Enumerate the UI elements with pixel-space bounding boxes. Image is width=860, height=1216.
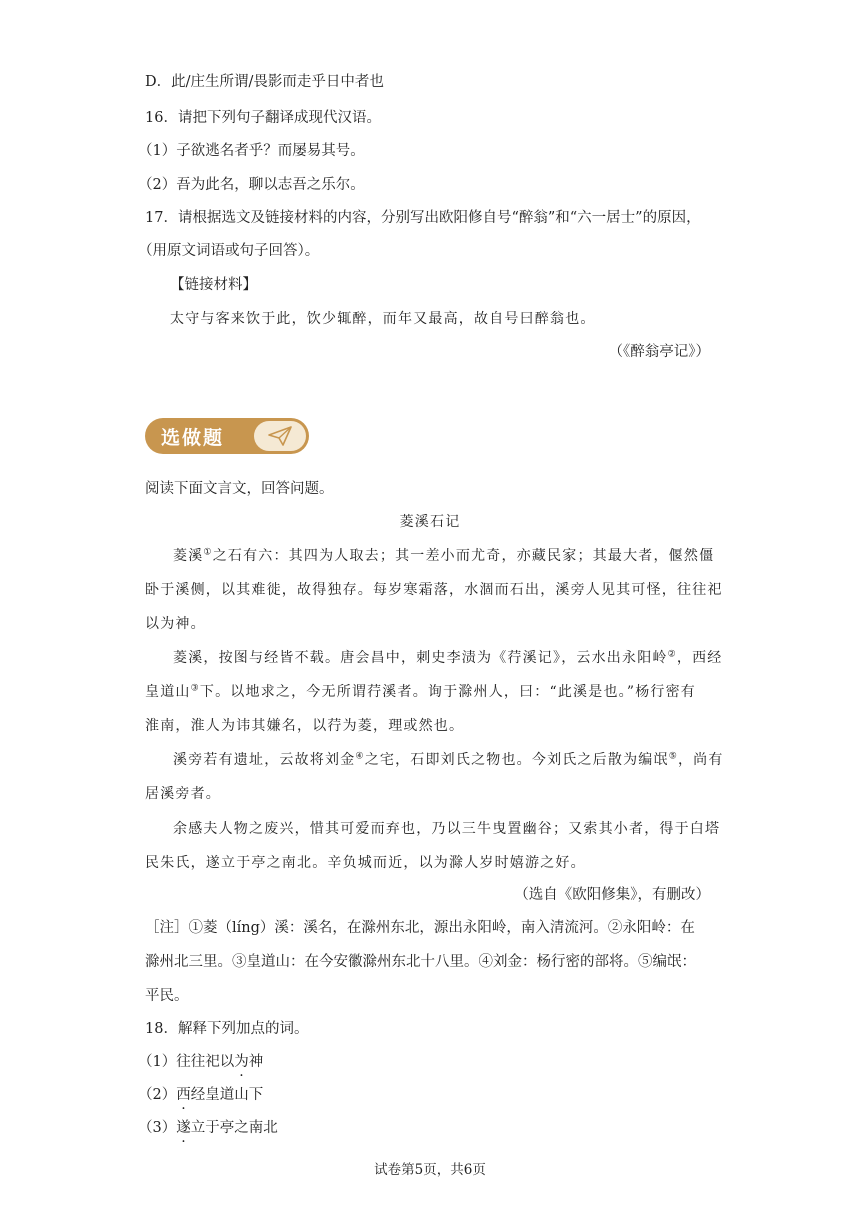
page-footer: 试卷第5页，共6页 — [374, 1162, 486, 1178]
q18-item-3: （3）遂立于亭之南北 — [138, 1120, 278, 1136]
paper-plane-icon — [268, 426, 292, 446]
passage-title: 菱溪石记 — [399, 514, 461, 530]
passage-p2-line-1: 菱溪，按图与经皆不载。唐会昌中，刺史李渍为《荇溪记》，云水出永阳岭②，西经 — [173, 649, 723, 666]
q17-stem-line-2: （用原文词语或句子回答）。 — [138, 243, 320, 259]
passage-p4-line-2: 民朱氏，遂立于亭之南北。辛负城而近，以为滁人岁时嬉游之好。 — [145, 855, 586, 871]
emphasis-dot-word: 为 — [234, 1054, 249, 1070]
q17-stem-line-1: 17．请根据选文及链接材料的内容，分别写出欧阳修自号“醉翁”和“六一居士”的原因， — [145, 210, 701, 226]
q16-stem: 16．请把下列句子翻译成现代汉语。 — [145, 110, 381, 126]
reading-intro: 阅读下面文言文，回答问题。 — [145, 481, 334, 497]
annotation-line-3: 平民。 — [145, 988, 189, 1004]
annotation-line-2: 滁州北三里。③皇道山：在今安徽滁州东北十八里。④刘金：杨行密的部将。⑤编氓： — [145, 954, 696, 970]
q16-sentence-1: （1）子欲逃名者乎？而屡易其号。 — [138, 143, 365, 159]
q16-sentence-2: （2）吾为此名，聊以志吾之乐尔。 — [138, 177, 365, 193]
passage-source: （选自《欧阳修集》，有删改） — [514, 887, 710, 903]
passage-p1-line-3: 以为神。 — [145, 616, 206, 632]
q15-option-d: D．此/庄生所谓/畏影而走乎日中者也 — [145, 74, 384, 90]
emphasis-dot-word: 西 — [176, 1087, 191, 1103]
passage-p3-line-2: 居溪旁者。 — [145, 786, 221, 802]
q18-item-2: （2）西经皇道山下 — [138, 1087, 264, 1103]
link-material-text: 太守与客来饮于此，饮少辄醉，而年又最高，故自号曰醉翁也。 — [170, 311, 596, 327]
optional-questions-banner — [145, 418, 309, 454]
passage-p4-line-1: 余感夫人物之废兴，惜其可爱而弃也，乃以三牛曳置幽谷；又索其小者，得于白塔 — [173, 821, 721, 837]
annotation-line-1: ［注］①菱（líng）溪：溪名，在滁州东北，源出永阳岭，南入清流河。②永阳岭：在 — [145, 920, 695, 936]
passage-p2-line-2: 皇道山③下。以地求之，今无所谓荇溪者。询于滁州人，曰：“此溪是也。”杨行密有 — [145, 683, 697, 700]
link-material-source: （《醉翁亭记》） — [608, 344, 710, 360]
q18-item-1: （1）往往祀以为神 — [138, 1054, 264, 1070]
link-material-title: 【链接材料】 — [170, 277, 257, 293]
passage-p1-line-2: 卧于溪侧，以其难徙，故得独存。每岁寒霜落，水涸而石出，溪旁人见其可怪，往往祀 — [145, 582, 723, 598]
q18-stem: 18．解释下列加点的词。 — [145, 1021, 309, 1037]
banner-label: 选做题 — [161, 427, 225, 449]
passage-p2-line-3: 淮南，淮人为讳其嫌名，以荇为菱，理或然也。 — [145, 718, 465, 734]
emphasis-dot-word: 遂 — [176, 1120, 191, 1136]
passage-p1-line-1: 菱溪①之石有六：其四为人取去；其一差小而尤奇，亦藏民家；其最大者，偃然僵 — [173, 547, 715, 564]
passage-p3-line-1: 溪旁若有遗址，云故将刘金④之宅，石即刘氏之物也。今刘氏之后散为编氓⑤，尚有 — [173, 751, 724, 768]
